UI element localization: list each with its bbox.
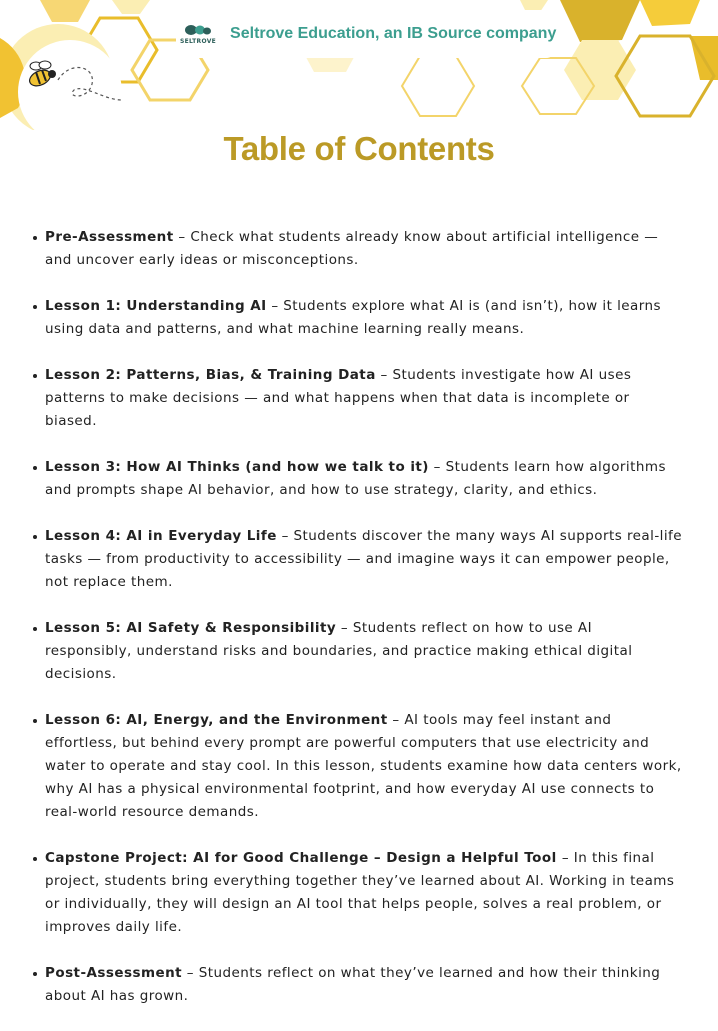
toc-item-description: – Students investigate how AI uses patterns to make decisions — and what happens when that data is incomplete or biased.	[45, 367, 632, 429]
toc-item-pre-assessment	[32, 226, 682, 272]
toc-item-description: – AI tools may feel instant and effortless, but behind every prompt are powerful computers that use electricity and water to operate and stay cool. In this lesson, students examine how data centers work, why AI has a physical environmental footprint, and how everyday AI use connects to real-world resource demands.	[45, 712, 682, 820]
toc-item-lesson-6	[32, 709, 682, 824]
toc-item-lesson-4	[32, 525, 682, 594]
toc-item-title: Lesson 2: Patterns, Bias, & Training Data	[45, 367, 376, 383]
company-name: Seltrove Education, an IB Source company	[230, 25, 557, 42]
toc-item-description: – Students reflect on what they’ve learned and how their thinking about AI has grown.	[45, 965, 661, 1004]
page-title: Table of Contents	[223, 130, 495, 167]
toc-item-description: – Students reflect on how to use AI responsibly, understand risks and boundaries, and practice making ethical digital decisions.	[45, 620, 633, 682]
elephant-logo-icon	[184, 23, 212, 37]
toc-item-description: – Check what students already know about artificial intelligence — and uncover early ideas or misconceptions.	[45, 229, 659, 268]
toc-item-title: Lesson 4: AI in Everyday Life	[45, 528, 277, 544]
toc-item-lesson-5	[32, 617, 682, 686]
logo-text: SELTROVE	[180, 38, 217, 45]
table-of-contents	[32, 226, 682, 1031]
toc-item-description: – In this final project, students bring everything together they’ve learned about AI. Working in teams or individually, they will design an AI tool that helps people, solves a real problem, or improves daily life.	[45, 850, 675, 935]
toc-item-capstone	[32, 847, 682, 939]
toc-item-lesson-1	[32, 295, 682, 341]
toc-item-description: – Students discover the many ways AI supports real-life tasks — from productivity to accessibility — and imagine ways it can empower people, not replace them.	[45, 528, 683, 590]
toc-item-lesson-3	[32, 456, 682, 502]
toc-item-post-assessment	[32, 962, 682, 1008]
toc-item-title: Lesson 6: AI, Energy, and the Environment	[45, 712, 388, 728]
toc-item-description: – Students explore what AI is (and isn’t), how it learns using data and patterns, and what machine learning really means.	[45, 298, 662, 337]
toc-item-title: Lesson 1: Understanding AI	[45, 298, 267, 314]
toc-item-title: Post-Assessment	[45, 965, 183, 981]
seltrove-logo	[180, 23, 216, 45]
toc-item-title: Capstone Project: AI for Good Challenge – Design a Helpful Tool	[45, 850, 562, 866]
toc-item-title: Lesson 5: AI Safety & Responsibility	[45, 620, 337, 636]
toc-item-lesson-2	[32, 364, 682, 433]
toc-item-title: Lesson 3: How AI Thinks (and how we talk to it)	[45, 459, 429, 475]
toc-item-title: Pre-Assessment	[45, 229, 174, 245]
toc-item-description: – Students learn how algorithms and prompts shape AI behavior, and how to use strategy, clarity, and ethics.	[45, 459, 666, 498]
header-brand	[176, 10, 556, 58]
